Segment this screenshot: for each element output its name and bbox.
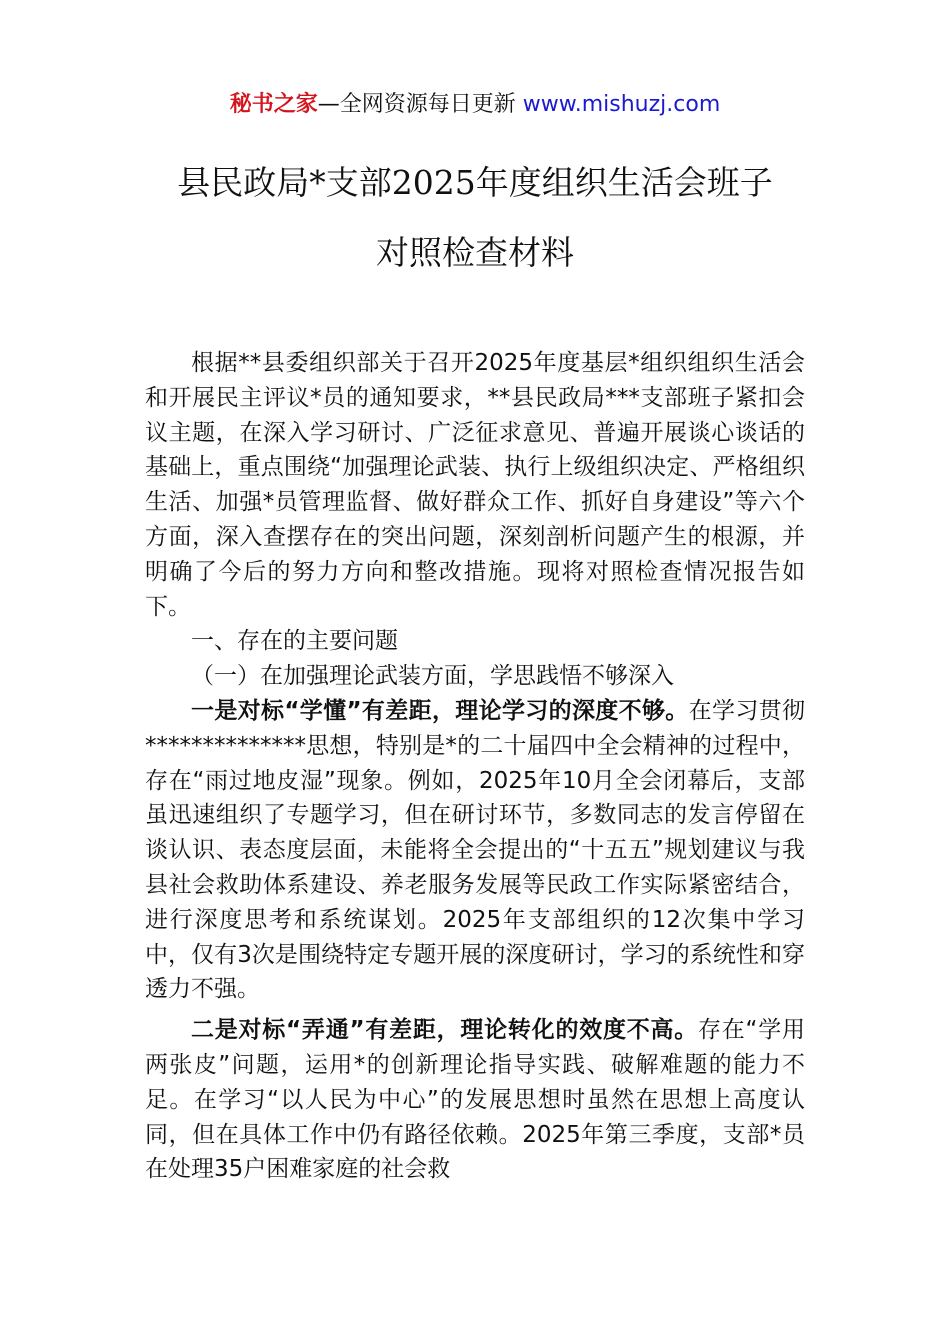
document-title-line-2: 对照检查材料 [376, 233, 574, 272]
point-2-paragraph [145, 1013, 805, 1187]
section-heading: 一、存在的主要问题 [191, 628, 398, 655]
subsection-heading: （一）在加强理论武装方面，学思践悟不够深入 [191, 663, 674, 690]
site-header [0, 88, 950, 122]
point-1-paragraph [145, 694, 805, 1007]
document-title-line-1: 县民政局*支部2025年度组织生活会班子 [177, 163, 773, 202]
point-1-lead: 一是对标“学懂”有差距，理论学习的深度不够。 [191, 697, 689, 724]
point-2-text: 存在“学用两张皮”问题，运用*的创新理论指导实践、破解难题的能力不足。在学习“以人民为中心”的发展思想时虽然在思想上高度认同，但在具体工作中仍有路径依赖。2025年第三季度，支部*员在处理35户困难家庭的社会救 [145, 1017, 805, 1183]
header-tagline: —全网资源每日更新 [317, 92, 523, 117]
point-1-text: 在学习贯彻**************思想，特别是*的二十届四中全会精神的过程中，存在“雨过地皮湿”现象。例如，2025年10月全会闭幕后，支部虽迅速组织了专题学习，但在研讨环节，多数同志的发言停留在谈认识、表态度层面，未能将全会提出的“十五五”规划建议与我县社会救助体系建设、养老服务发展等民政工作实际紧密结合，进行深度思考和系统谋划。2025年支部组织的12次集中学习中，仅有3次是围绕特定专题开展的深度研讨，学习的系统性和穿透力不强。 [145, 697, 806, 1003]
site-url-link[interactable]: www.mishuzj.com [522, 92, 721, 117]
intro-paragraph: 根据**县委组织部关于召开2025年度基层*组织组织生活会和开展民主评议*员的通知要求，**县民政局***支部班子紧扣会议主题，在深入学习研讨、广泛征求意见、普遍开展谈心谈话的基础上，重点围绕“加强理论武装、执行上级组织决定、严格组织生活、加强*员管理监督、做好群众工作、抓好自身建设”等六个方面，深入查摆存在的突出问题，深刻剖析问题产生的根源，并明确了今后的努力方向和整改措施。现将对照检查情况报告如下。 [145, 350, 805, 620]
point-2-lead: 二是对标“弄通”有差距，理论转化的效度不高。 [191, 1017, 699, 1044]
document-body [145, 346, 805, 1187]
brand-name: 秘书之家 [229, 92, 318, 117]
